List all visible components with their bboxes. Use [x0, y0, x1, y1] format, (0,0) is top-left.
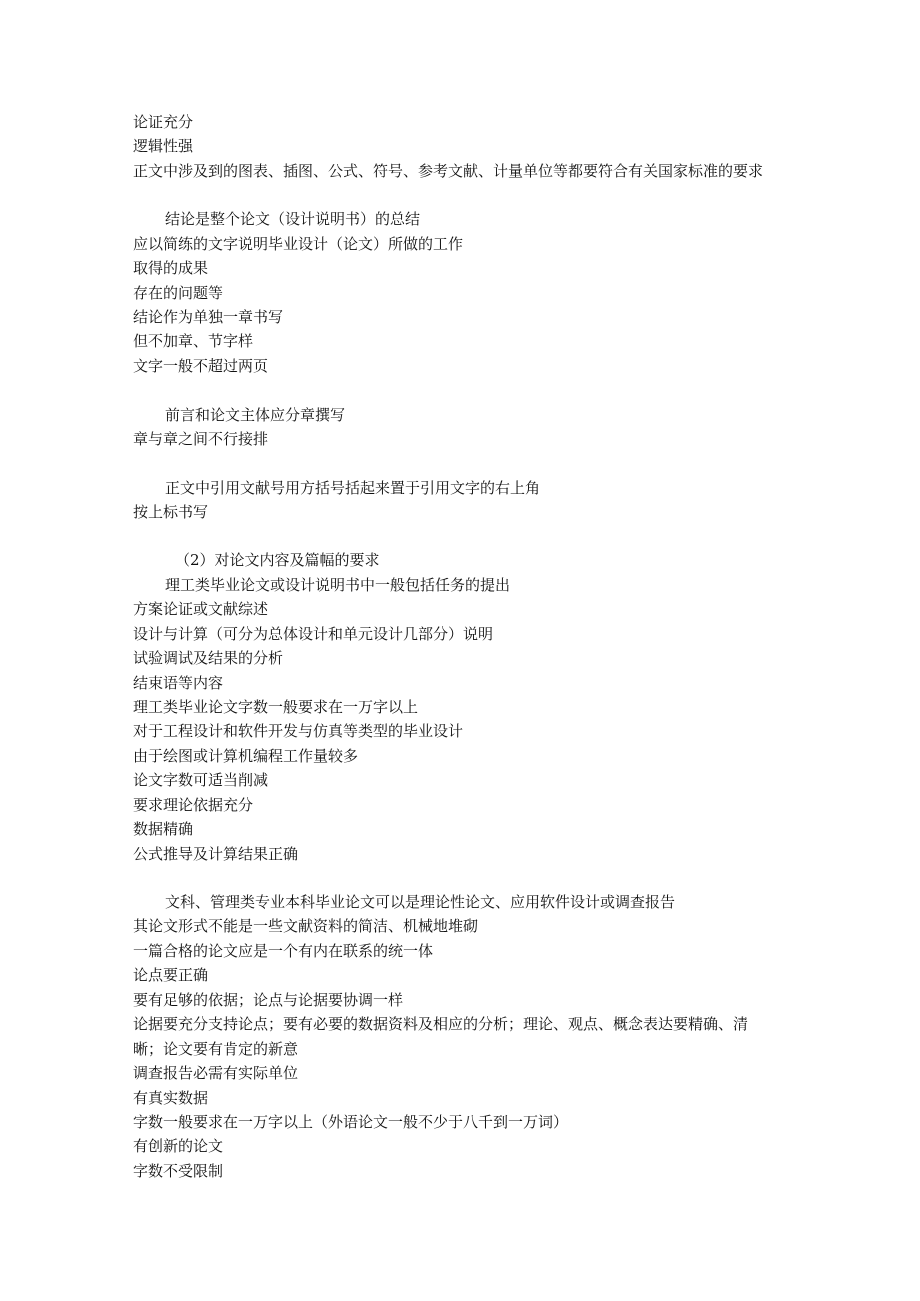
text-line: 论点要正确 — [133, 966, 209, 984]
text-line: 论据要充分支持论点；要有必要的数据资料及相应的分析；理论、观点、概念表达要精确、清 — [133, 1015, 749, 1033]
text-line: 应以简练的文字说明毕业设计（论文）所做的工作 — [133, 235, 464, 253]
text-line: 存在的问题等 — [133, 284, 224, 302]
text-line: 晰；论文要有肯定的新意 — [133, 1040, 299, 1058]
text-line: 方案论证或文献综述 — [133, 600, 269, 618]
text-line: 调查报告必需有实际单位 — [133, 1064, 299, 1082]
paragraph-first-line: 结论是整个论文（设计说明书）的总结 — [165, 210, 421, 228]
text-line: 结论作为单独一章书写 — [133, 308, 284, 326]
text-line: 设计与计算（可分为总体设计和单元设计几部分）说明 — [133, 625, 494, 643]
text-line: 文字一般不超过两页 — [133, 357, 269, 375]
section-heading: （2）对论文内容及篇幅的要求 — [175, 551, 380, 569]
text-line: 数据精确 — [133, 820, 194, 838]
paragraph-first-line: 文科、管理类专业本科毕业论文可以是理论性论文、应用软件设计或调查报告 — [165, 893, 676, 911]
text-line: 论文字数可适当削减 — [133, 771, 269, 789]
text-line: 要求理论依据充分 — [133, 796, 254, 814]
text-line: 按上标书写 — [133, 503, 209, 521]
text-line: 公式推导及计算结果正确 — [133, 845, 299, 863]
text-line: 试验调试及结果的分析 — [133, 649, 284, 667]
paragraph-first-line: 正文中引用文献号用方括号括起来置于引用文字的右上角 — [165, 479, 541, 497]
text-line: 正文中涉及到的图表、插图、公式、符号、参考文献、计量单位等都要符合有关国家标准的要求 — [133, 162, 764, 180]
text-line: 其论文形式不能是一些文献资料的简洁、机械地堆砌 — [133, 917, 479, 935]
text-line: 章与章之间不行接排 — [133, 430, 269, 448]
text-line: 结束语等内容 — [133, 674, 224, 692]
text-line: 字数一般要求在一万字以上（外语论文一般不少于八千到一万词） — [133, 1113, 569, 1131]
text-line: 有创新的论文 — [133, 1137, 224, 1155]
text-line: 由于绘图或计算机编程工作量较多 — [133, 747, 359, 765]
paragraph-first-line: 理工类毕业论文或设计说明书中一般包括任务的提出 — [165, 576, 511, 594]
text-line: 对于工程设计和软件开发与仿真等类型的毕业设计 — [133, 722, 464, 740]
text-line: 有真实数据 — [133, 1089, 209, 1107]
text-line: 理工类毕业论文字数一般要求在一万字以上 — [133, 698, 419, 716]
text-line: 取得的成果 — [133, 259, 209, 277]
text-line: 要有足够的依据；论点与论据要协调一样 — [133, 991, 404, 1009]
text-line: 逻辑性强 — [133, 137, 194, 155]
text-line: 但不加章、节字样 — [133, 332, 254, 350]
text-line: 一篇合格的论文应是一个有内在联系的统一体 — [133, 942, 434, 960]
text-line: 论证充分 — [133, 113, 194, 131]
text-line: 字数不受限制 — [133, 1162, 224, 1180]
paragraph-first-line: 前言和论文主体应分章撰写 — [165, 406, 346, 424]
